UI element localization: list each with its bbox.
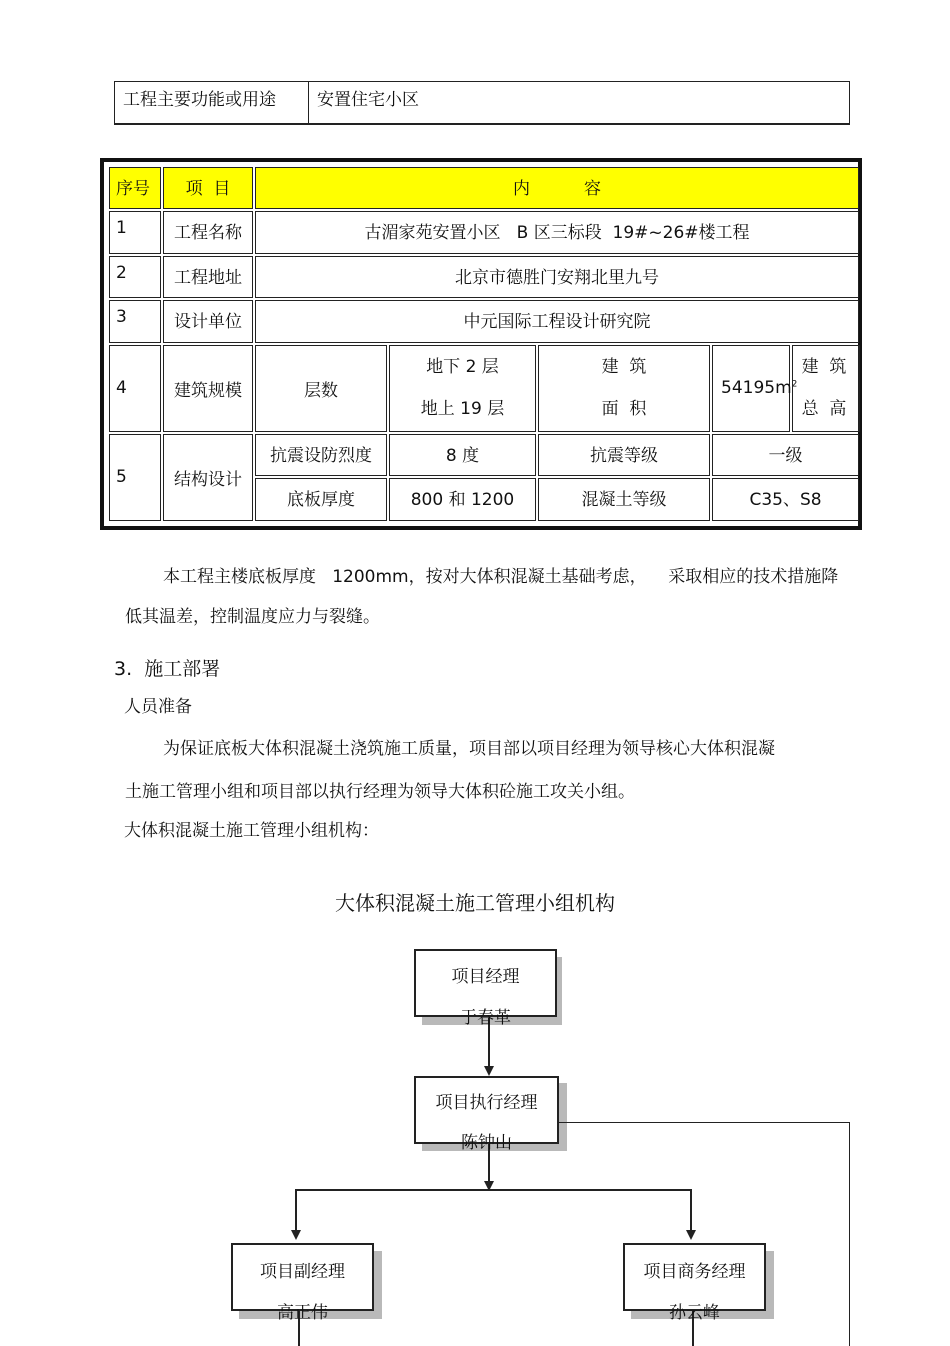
table-row: [109, 211, 859, 253]
org-chart-title: 大体积混凝土施工管理小组机构: [335, 891, 615, 915]
height-cell: [792, 345, 859, 432]
org-node-role: 项目执行经理: [435, 1093, 538, 1113]
function-table: [114, 81, 850, 125]
row-content: 中元国际工程设计研究院: [255, 300, 859, 342]
function-label: 工程主要功能或用途: [115, 82, 309, 123]
row-no: 2: [109, 256, 161, 298]
org-node-role: 项目商务经理: [643, 1262, 746, 1282]
floors-below: 地下 2 层: [426, 357, 499, 378]
paragraph-line: 低其温差，控制温度应力与裂缝。: [125, 607, 380, 627]
org-node-name: 陈钟山: [461, 1133, 512, 1153]
area-label-line2: 面 积: [601, 399, 647, 420]
row-item: 工程地址: [163, 256, 253, 298]
area-value: [712, 345, 798, 432]
slab-thickness-label: 底板厚度: [255, 478, 387, 521]
row-no: 4: [109, 345, 161, 432]
row-content: 北京市德胜门安翔北里九号: [255, 256, 859, 298]
seismic-grade-value: 一级: [712, 434, 859, 476]
paragraph-line: 土施工管理小组和项目部以执行经理为领导大体积砼施工攻关小组。: [125, 782, 635, 802]
seismic-grade-label: 抗震等级: [538, 434, 710, 476]
area-label: [538, 345, 710, 432]
table-row: [109, 434, 859, 476]
floors-label: 层数: [255, 345, 387, 432]
row-no: 5: [109, 434, 161, 521]
seismic-intensity-label: 抗震设防烈度: [255, 434, 387, 476]
org-node-executive-manager: [414, 1076, 559, 1153]
org-node-name: 于春革: [460, 1008, 511, 1028]
slab-thickness-value: 800 和 1200: [389, 478, 536, 521]
row-item: 建筑规模: [163, 345, 253, 432]
org-node-name: 高正伟: [277, 1303, 328, 1323]
row-item: 结构设计: [163, 434, 253, 521]
concrete-grade-label: 混凝土等级: [538, 478, 710, 521]
area-number: 54195m: [721, 378, 792, 399]
row-no: 1: [109, 211, 161, 253]
org-node-role: 项目副经理: [260, 1262, 345, 1282]
header-item: 项 目: [163, 167, 253, 209]
paragraph-line: 本工程主楼底板厚度 1200mm，按对大体积混凝土基础考虑， 采取相应的技术措施降: [163, 567, 839, 587]
function-value: 安置住宅小区: [317, 90, 419, 110]
height-label-line2: 总 高: [801, 399, 847, 420]
row-item: 设计单位: [163, 300, 253, 342]
org-node-commercial-manager: [623, 1243, 766, 1323]
sub-title: 人员准备: [124, 697, 192, 717]
seismic-intensity-value: 8 度: [389, 434, 536, 476]
height-label-line1: 建 筑: [801, 357, 847, 378]
concrete-grade-value: C35、S8: [712, 478, 859, 521]
row-content: 古湄家苑安置小区 B 区三标段 19#~26#楼工程: [255, 211, 859, 253]
header-no: 序号: [109, 167, 161, 209]
org-node-project-manager: [414, 949, 557, 1028]
area-label-line1: 建 筑: [601, 357, 647, 378]
table-header-row: [109, 167, 859, 209]
org-node-deputy-manager: [231, 1243, 374, 1323]
row-item: 工程名称: [163, 211, 253, 253]
paragraph-line: 为保证底板大体积混凝土浇筑施工质量，项目部以项目经理为领导核心大体积混凝: [163, 739, 775, 759]
header-content: 内 容: [255, 167, 859, 209]
table-row: [109, 256, 859, 298]
project-info-table: [100, 158, 862, 530]
table-row: [109, 300, 859, 342]
paragraph-line: 大体积混凝土施工管理小组机构：: [124, 821, 379, 841]
org-node-role: 项目经理: [451, 967, 520, 987]
section-title: 3. 施工部署: [114, 658, 221, 680]
floors-value: [389, 345, 536, 432]
table-row: [109, 345, 859, 432]
area-unit-sup: 2: [791, 379, 798, 390]
org-node-name: 孙云峰: [669, 1303, 720, 1323]
floors-above: 地上 19 层: [420, 399, 505, 420]
row-no: 3: [109, 300, 161, 342]
